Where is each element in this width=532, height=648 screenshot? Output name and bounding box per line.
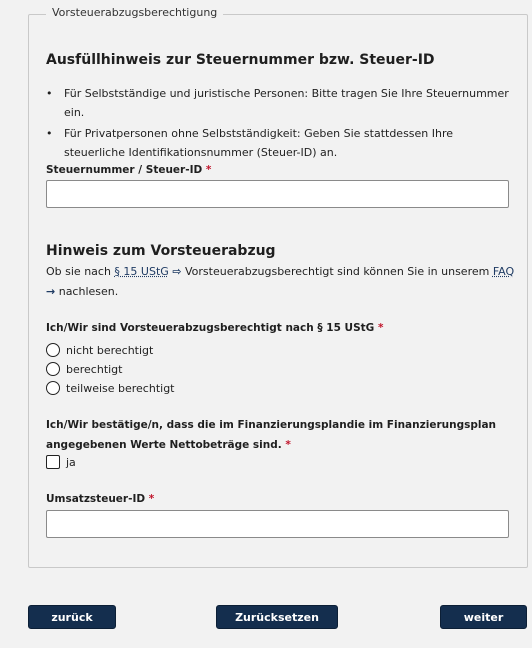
vat-id-label (46, 493, 154, 505)
radio-label: berechtigt (66, 362, 123, 376)
radio-nicht-berechtigt[interactable] (46, 343, 153, 357)
bullet-icon: • (46, 127, 53, 140)
tax-hint-bullet-1: Für Selbstständige und juristische Personen: Bitte tragen Sie Ihre Steuernummer ein. (64, 87, 509, 119)
checkbox-label: ja (66, 455, 76, 469)
faq-link[interactable]: FAQ (492, 265, 515, 278)
fieldset-legend: Vorsteuerabzugsberechtigung (46, 6, 223, 19)
back-button[interactable]: zurück (28, 605, 116, 629)
deduction-hint-text (46, 262, 516, 302)
deduction-hint-title: Hinweis zum Vorsteuerabzug (46, 243, 276, 259)
deduction-hint-text-before: Ob sie nach (46, 265, 115, 278)
confirmation-label (46, 415, 496, 455)
bullet-icon: • (46, 87, 53, 100)
radio-berechtigt[interactable] (46, 362, 122, 376)
tax-number-label (46, 164, 211, 176)
tax-hint-list (46, 84, 516, 162)
required-mark: * (205, 164, 212, 176)
radio-button[interactable] (46, 362, 60, 376)
tax-hint-title-text: Ausfüllhinweis zur Steuernummer bzw. Steuer-ID (46, 52, 435, 68)
required-mark: * (377, 322, 384, 334)
arrow-right-icon: → (46, 285, 56, 298)
tax-hint-title (46, 52, 435, 68)
list-item (46, 84, 516, 122)
reset-button[interactable]: Zurücksetzen (216, 605, 338, 629)
vat-id-label-text: Umsatzsteuer-ID (46, 493, 146, 505)
confirmation-label-line1: Ich/Wir bestätige/n, dass die im Finanzierungsplandie im Finanzierungsplan (46, 419, 497, 431)
tax-number-input[interactable] (46, 180, 509, 208)
deduction-hint-text-after: nachlesen. (58, 285, 119, 298)
radio-teilweise-berechtigt[interactable] (46, 381, 175, 395)
radio-label: teilweise berechtigt (66, 381, 175, 395)
confirmation-checkbox[interactable] (46, 455, 60, 469)
tax-hint-bullet-2: Für Privatpersonen ohne Selbstständigkeit: Geben Sie stattdessen Ihre steuerliche Identifikationsnummer (Steuer-ID) an. (64, 127, 454, 159)
deduction-question-label (46, 322, 383, 334)
confirmation-checkbox-row[interactable] (46, 455, 76, 469)
deduction-hint-text-middle: Vorsteuerabzugsberechtigt sind können Sie in unserem (181, 265, 493, 278)
confirmation-label-line2: angegebenen Werte Nettobeträge sind. (46, 439, 282, 451)
required-mark: * (148, 493, 155, 505)
radio-label: nicht berechtigt (66, 343, 154, 357)
deduction-question-text: Ich/Wir sind Vorsteuerabzugsberechtigt nach § 15 UStG (46, 322, 375, 334)
required-mark: * (285, 439, 291, 451)
vat-id-input[interactable] (46, 510, 509, 538)
radio-button[interactable] (46, 343, 60, 357)
external-link-icon: ⇨ (172, 265, 182, 278)
law-link[interactable]: § 15 UStG (114, 265, 169, 278)
radio-button[interactable] (46, 381, 60, 395)
list-item (46, 124, 516, 162)
tax-number-label-text: Steuernummer / Steuer-ID (46, 164, 203, 176)
next-button[interactable]: weiter (440, 605, 527, 629)
